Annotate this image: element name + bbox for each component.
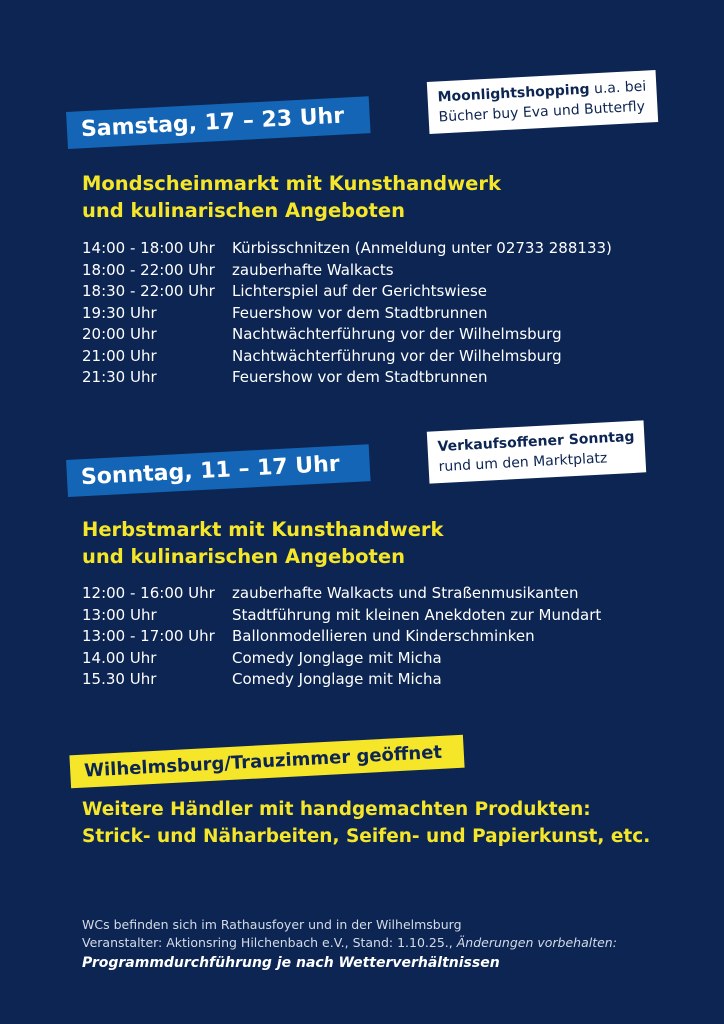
event-text: Ballonmodellieren und Kinderschminken [232,627,535,645]
event-text: Feuershow vor dem Stadtbrunnen [232,368,488,386]
event-text: Lichterspiel auf der Gerichtswiese [232,282,487,300]
schedule-row [82,238,612,260]
extra-vendors-line2: Strick- und Näharbeiten, Seifen- und Papierkunst, etc. [82,826,651,847]
schedule-row [82,626,601,648]
sunday-note-title: Verkaufsoffener Sonntag [437,428,635,456]
sunday-headline [82,516,444,570]
moonlight-note-line2: Bücher buy Eva und Butterfly [438,98,646,126]
event-text: Feuershow vor dem Stadtbrunnen [232,303,488,322]
event-time: 14:00 - 18:00 Uhr [82,239,215,257]
footer-line1: WCs befinden sich im Rathausfoyer und in der Wilhelmsburg [82,917,462,932]
schedule-row [82,367,612,389]
schedule-row [82,260,612,282]
saturday-schedule [82,238,612,389]
sunday-banner [66,444,371,497]
moonlight-note-title: Moonlightshopping [437,81,591,106]
wilhelmsburg-banner-text: Wilhelmsburg/Trauzimmer geöffnet [83,741,443,782]
event-text: Comedy Jonglage mit Micha [232,670,442,688]
event-time: 14.00 Uhr [82,648,157,667]
saturday-banner [66,96,371,149]
sunday-schedule [82,583,601,691]
moonlight-note [427,70,658,134]
schedule-row [82,605,601,627]
footer [82,916,617,974]
saturday-headline-line2: und kulinarischen Angeboten [82,199,405,222]
schedule-row [82,281,612,303]
event-text: Nachtwächterführung vor der Wilhelmsburg [232,325,562,343]
event-text: zauberhafte Walkacts und Straßenmusikanten [232,584,579,602]
event-time: 15.30 Uhr [82,670,157,688]
schedule-row [82,669,601,691]
footer-organizer: Veranstalter: Aktionsring Hilchenbach e.V., Stand: 1.10.25., [82,935,457,950]
saturday-banner-text: Samstag, 17 – 23 Uhr [80,103,345,143]
extra-vendors-line1: Weitere Händler mit handgemachten Produkten: [82,799,591,820]
event-time: 18:00 - 22:00 Uhr [82,260,215,279]
event-time: 21:30 Uhr [82,368,157,386]
event-text: zauberhafte Walkacts [232,260,394,279]
schedule-row [82,303,612,325]
event-time: 20:00 Uhr [82,325,157,343]
wilhelmsburg-banner [69,735,464,789]
schedule-row [82,324,612,346]
sunday-headline-line1: Herbstmarkt mit Kunsthandwerk [82,518,444,541]
sunday-banner-text: Sonntag, 11 – 17 Uhr [80,451,341,491]
event-time: 13:00 - 17:00 Uhr [82,627,215,645]
sunday-note [427,420,647,483]
saturday-headline [82,170,501,224]
extra-vendors-headline [82,796,650,850]
event-text: Kürbisschnitzen (Anmeldung unter 02733 288133) [232,239,612,257]
sunday-note-line2: rund um den Marktplatz [438,450,608,476]
footer-weather-note: Programmdurchführung je nach Wetterverhältnissen [82,955,500,971]
event-time: 13:00 Uhr [82,605,157,624]
schedule-row [82,648,601,670]
moonlight-note-title-rest: u.a. bei [589,78,647,98]
sunday-headline-line2: und kulinarischen Angeboten [82,545,405,568]
event-time: 18:30 - 22:00 Uhr [82,282,215,300]
schedule-row [82,583,601,605]
event-time: 12:00 - 16:00 Uhr [82,584,215,602]
event-time: 19:30 Uhr [82,303,157,322]
event-time: 21:00 Uhr [82,346,157,365]
schedule-row [82,346,612,368]
event-text: Comedy Jonglage mit Micha [232,648,442,667]
footer-disclaimer: Änderungen vorbehalten: [456,935,617,950]
footer-line2 [82,934,617,952]
event-text: Nachtwächterführung vor der Wilhelmsburg [232,346,562,365]
event-text: Stadtführung mit kleinen Anekdoten zur Mundart [232,605,602,624]
saturday-headline-line1: Mondscheinmarkt mit Kunsthandwerk [82,172,501,195]
